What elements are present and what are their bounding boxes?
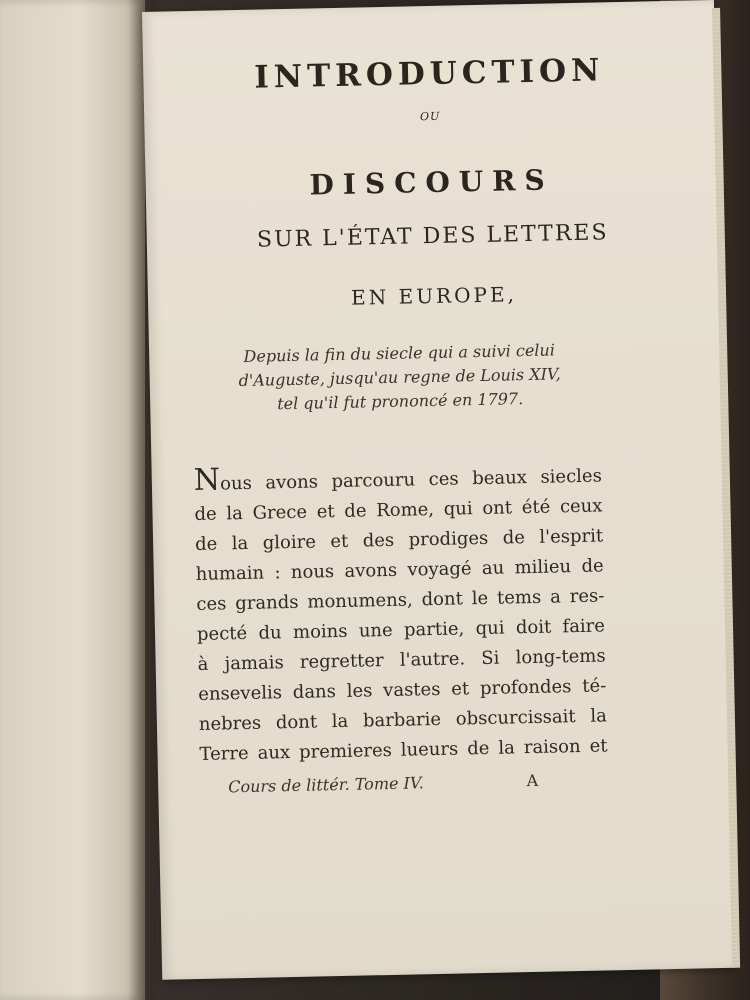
body-line: nebres dont la barbarie obscurcissait la: [198, 705, 608, 735]
body-line: à jamais regretter l'autre. Si long-tems: [197, 645, 606, 675]
title-europe: EN EUROPE,: [350, 282, 518, 310]
page-footer: [228, 771, 538, 796]
running-footer: Cours de littér. Tome IV.: [228, 773, 424, 797]
drop-cap: N: [193, 462, 221, 499]
subtitle-line: Depuis la fin du siecle qui a suivi celui: [243, 340, 556, 366]
subtitle-line: d'Auguste, jusqu'au regne de Louis XIV,: [238, 364, 561, 391]
body-line: ces grands monumens, dont le tems a res-: [196, 585, 605, 615]
body-line: Terre aux premieres lueurs de la raison et: [199, 735, 608, 765]
body-line-rest: ous avons parcouru ces beaux siecles: [219, 465, 603, 495]
body-line: pecté du moins une partie, qui doit faire: [196, 615, 606, 645]
title-discours: DISCOURS: [309, 163, 555, 202]
title-introduction: INTRODUCTION: [253, 52, 605, 96]
title-ou: OU: [419, 109, 441, 124]
signature-mark: A: [526, 770, 539, 791]
body-line: humain : nous avons voyagé au milieu de: [195, 555, 604, 585]
title-sur-etat: SUR L'ÉTAT DES LETTRES: [256, 220, 609, 253]
body-line: de la gloire et des prodiges de l'esprit: [194, 525, 604, 556]
left-page: [0, 0, 145, 1000]
right-page: [142, 0, 734, 980]
subtitle-line: tel qu'il fut prononcé en 1797.: [277, 389, 524, 414]
body-paragraph: [194, 457, 608, 769]
body-line: ensevelis dans les vastes et profondes té-: [198, 675, 607, 705]
body-line: de la Grece et de Rome, qui ont été ceux: [194, 495, 603, 526]
subtitle: [199, 338, 600, 418]
